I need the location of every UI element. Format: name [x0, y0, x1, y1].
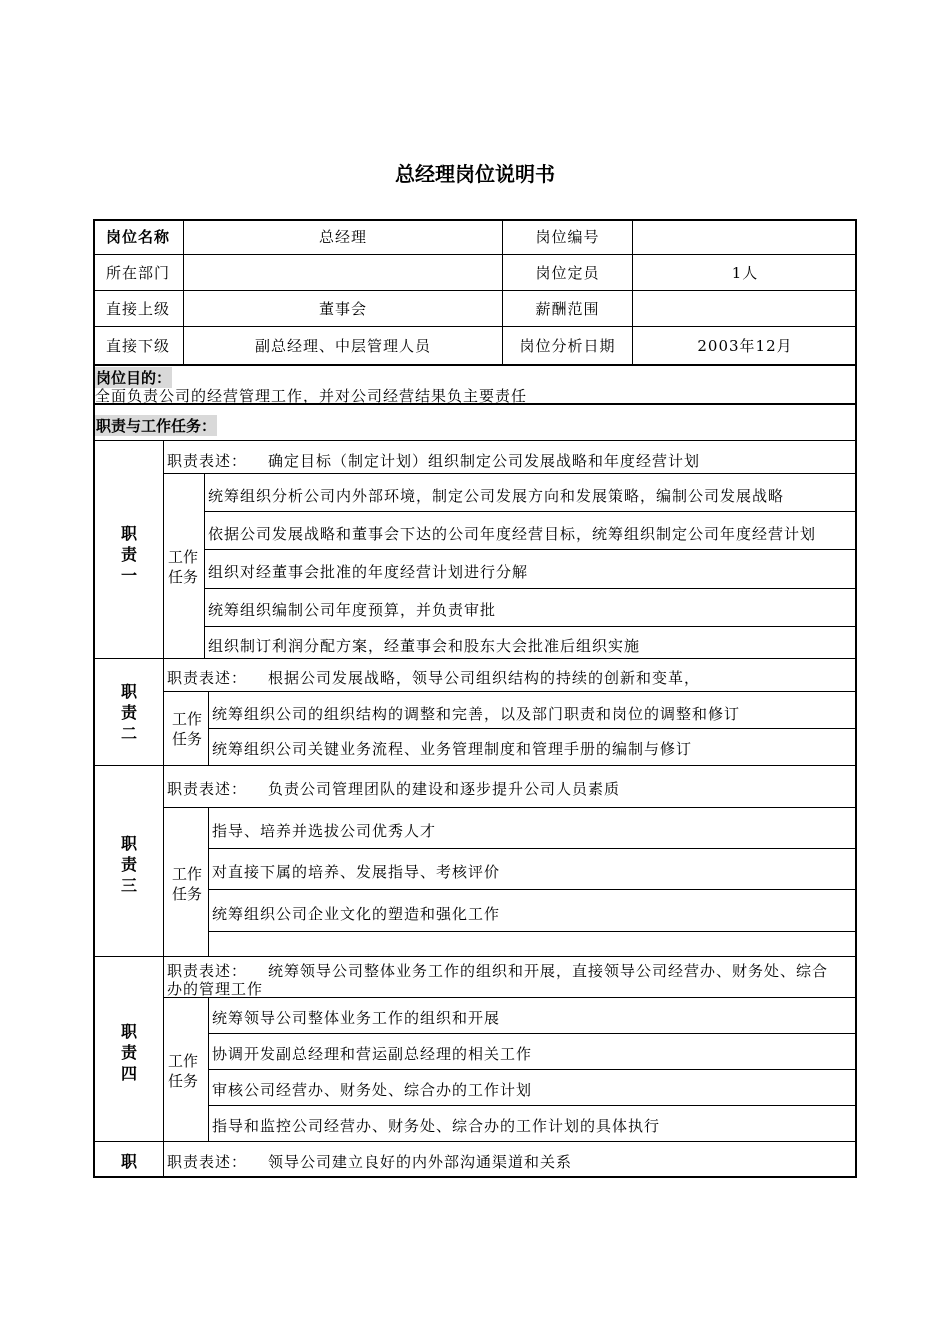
- label-analysis-date: 岗位分析日期: [503, 327, 633, 364]
- value-subordinates: 副总经理、中层管理人员: [184, 327, 503, 364]
- duty-1-statement-label: 职责表述：: [167, 452, 248, 470]
- job-description-table: [93, 219, 857, 1178]
- label-subordinates: 直接下级: [93, 327, 184, 364]
- label-position-name: 岗位名称: [93, 219, 184, 255]
- value-position-code: [633, 219, 857, 255]
- divider: [163, 440, 164, 1178]
- duty-4-task-3: 审核公司经营办、财务处、综合办的工作计划: [212, 1081, 533, 1099]
- label-position-code: 岗位编号: [503, 219, 633, 255]
- label-department: 所在部门: [93, 255, 184, 291]
- duty-4-task-4: 指导和监控公司经营办、财务处、综合办的工作计划的具体执行: [212, 1117, 661, 1135]
- duty-4-statement-label: 职责表述：: [167, 962, 248, 980]
- duty-5-label: 职: [120, 1152, 137, 1171]
- duty-3-statement: 负责公司管理团队的建设和逐步提升公司人员素质: [268, 780, 621, 798]
- duty-3-label: 职 责 三: [120, 834, 137, 895]
- duty-4-label: 职 责 四: [120, 1022, 137, 1083]
- duties-heading: 职责与工作任务：: [96, 417, 217, 435]
- value-department: [184, 255, 503, 291]
- duty-2-task-1: 统筹组织公司的组织结构的调整和完善，以及部门职责和岗位的调整和修订: [212, 705, 741, 723]
- value-analysis-date: 2003年12月: [697, 337, 793, 355]
- divider: [93, 765, 857, 766]
- divider: [204, 588, 857, 589]
- duty-2-tasks-label: 工作 任务: [171, 710, 202, 748]
- duty-1-label: 职 责 一: [120, 524, 137, 585]
- duty-1-task-5: 组织制订利润分配方案，经董事会和股东大会批准后组织实施: [208, 637, 641, 655]
- label-headcount: 岗位定员: [503, 255, 633, 291]
- divider: [163, 807, 857, 808]
- divider: [93, 956, 857, 957]
- divider: [208, 807, 209, 956]
- duty-4-tasks-label: 工作 任务: [167, 1052, 198, 1090]
- divider: [208, 1105, 857, 1106]
- divider: [208, 1033, 857, 1034]
- purpose-text: 全面负责公司的经营管理工作，并对公司经营结果负主要责任: [95, 387, 528, 405]
- divider: [93, 658, 857, 659]
- duty-3-task-1: 指导、培养并选拔公司优秀人才: [212, 822, 437, 840]
- duty-2-statement-label: 职责表述：: [167, 669, 248, 687]
- divider: [208, 728, 857, 729]
- duty-1-task-2: 依据公司发展战略和董事会下达的公司年度经营目标，统筹组织制定公司年度经营计划: [208, 525, 817, 543]
- divider: [93, 440, 857, 441]
- duty-2-task-2: 统筹组织公司关键业务流程、业务管理制度和管理手册的编制与修订: [212, 740, 693, 758]
- duty-1-task-4: 统筹组织编制公司年度预算，并负责审批: [208, 601, 497, 619]
- divider: [208, 889, 857, 890]
- duty-4-statement-line2: 办的管理工作: [167, 980, 264, 998]
- label-salary-range: 薪酬范围: [503, 291, 633, 327]
- duty-1-statement: 确定目标（制定计划）组织制定公司发展战略和年度经营计划: [268, 452, 701, 470]
- value-headcount: 1人: [633, 255, 857, 291]
- divider: [208, 848, 857, 849]
- divider: [204, 549, 857, 550]
- divider: [163, 473, 857, 474]
- divider: [204, 626, 857, 627]
- divider: [204, 511, 857, 512]
- duty-4-task-1: 统筹领导公司整体业务工作的组织和开展: [212, 1009, 501, 1027]
- divider: [208, 1069, 857, 1070]
- purpose-heading: 岗位目的：: [96, 369, 172, 387]
- divider: [204, 473, 205, 658]
- value-position-name: 总经理: [184, 219, 503, 255]
- duty-1-task-3: 组织对经董事会批准的年度经营计划进行分解: [208, 563, 529, 581]
- duty-4-statement-line1: 统筹领导公司整体业务工作的组织和开展，直接领导公司经营办、财务处、综合: [268, 962, 829, 980]
- divider: [93, 364, 857, 366]
- duty-2-statement: 根据公司发展战略，领导公司组织结构的持续的创新和变革，: [268, 669, 701, 687]
- duty-1-tasks-label: 工作 任务: [167, 548, 198, 586]
- duty-2-label: 职 责 二: [120, 682, 137, 743]
- divider: [163, 997, 857, 998]
- divider: [93, 1141, 857, 1142]
- value-salary-range: [633, 291, 857, 327]
- duty-3-statement-label: 职责表述：: [167, 780, 248, 798]
- duty-3-task-2: 对直接下属的培养、发展指导、考核评价: [212, 863, 501, 881]
- duty-3-task-3: 统筹组织公司企业文化的塑造和强化工作: [212, 905, 501, 923]
- duty-5-statement: 领导公司建立良好的内外部沟通渠道和关系: [268, 1153, 573, 1171]
- label-superior: 直接上级: [93, 291, 184, 327]
- divider: [93, 403, 857, 405]
- duty-5-statement-label: 职责表述：: [167, 1153, 248, 1171]
- duty-1-task-1: 统筹组织分析公司内外部环境，制定公司发展方向和发展策略，编制公司发展战略: [208, 487, 785, 505]
- divider: [163, 691, 857, 692]
- duty-3-tasks-label: 工作 任务: [171, 865, 202, 903]
- value-superior: 董事会: [184, 291, 503, 327]
- divider: [208, 931, 857, 932]
- duty-4-task-2: 协调开发副总经理和营运副总经理的相关工作: [212, 1045, 533, 1063]
- document-title: 总经理岗位说明书: [395, 162, 555, 186]
